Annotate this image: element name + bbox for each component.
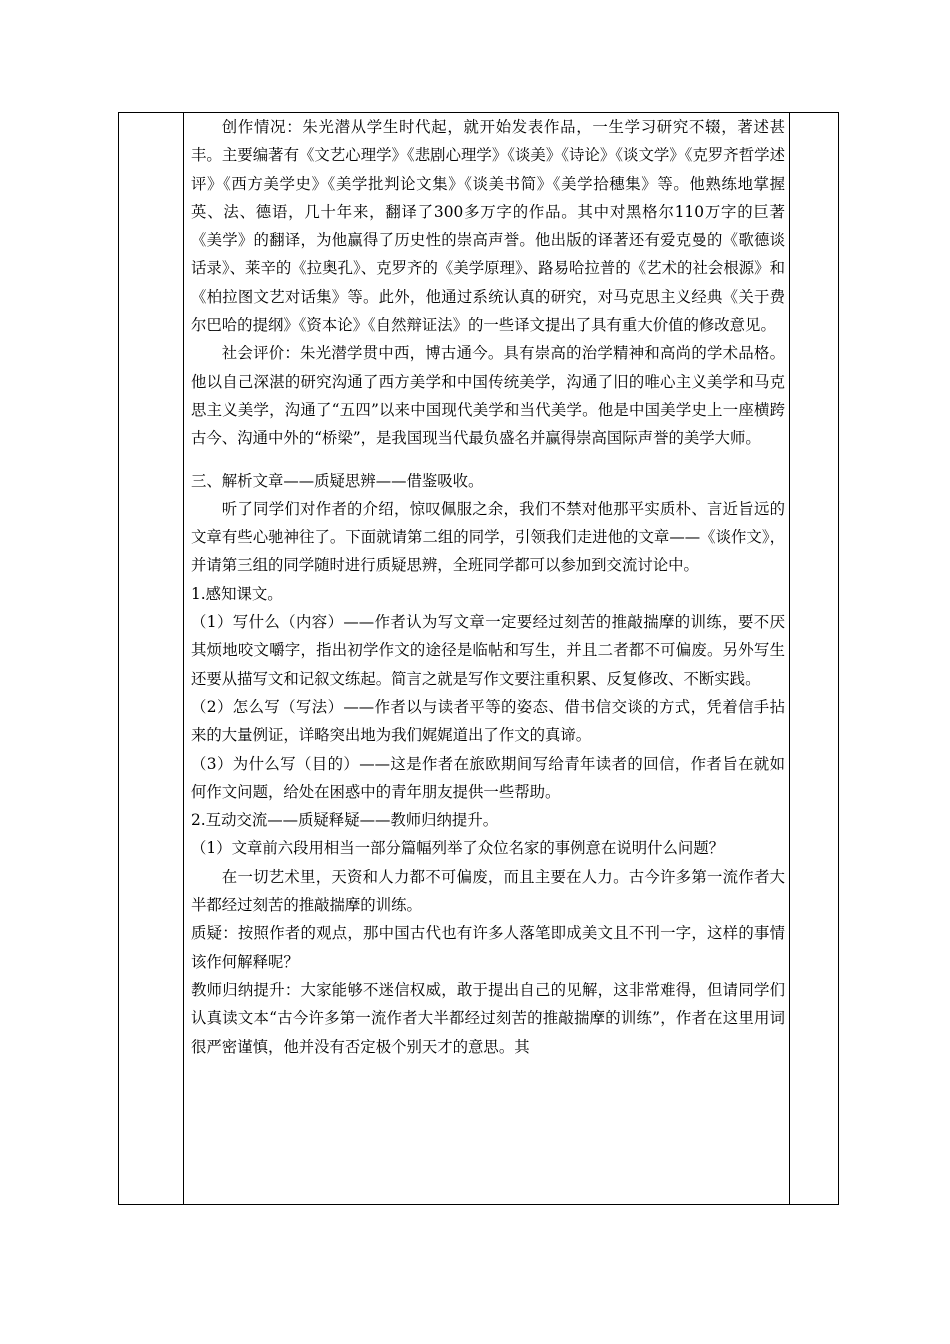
intro-paragraph: 听了同学们对作者的介绍，惊叹佩服之余，我们不禁对他那平实质朴、言近旨远的文章有些心驰神往了。下面就请第二组的同学，引领我们走进他的文章——《谈作文》，并请第三组的同学随时进行质疑思辨，全班同学都可以参加到交流讨论中。 bbox=[191, 499, 785, 575]
column-divider-left bbox=[183, 113, 184, 1204]
step-heading-2: 2.互动交流——质疑释疑——教师归纳提升。 bbox=[191, 811, 499, 830]
what-to-write-paragraph: （1）写什么（内容）——作者认为写文章一定要经过刻苦的推敲揣摩的训练，要不厌其烦地咬文嚼字，指出初学作文的途径是临帖和写生，并且二者都不可偏废。另外写生还要从描写文和记叙文练起。简言之就是写作文要注重积累、反复修改、不断实践。 bbox=[191, 613, 785, 688]
right-empty-cell bbox=[789, 113, 838, 1204]
lesson-table bbox=[118, 112, 839, 1205]
teacher-summary-paragraph: 教师归纳提升：大家能够不迷信权威，敢于提出自己的见解，这非常难得，但请同学们认真读文本“古今许多第一流作者大半都经过刻苦的推敲揣摩的训练”，作者在这里用词很严密谨慎，他并没有否定极个别天才的意思。其 bbox=[191, 980, 785, 1056]
why-write-paragraph: （3）为什么写（目的）——这是作者在旅欧期间写给青年读者的回信，作者旨在就如何作文问题，给处在困惑中的青年朋友提供一些帮助。 bbox=[191, 754, 785, 801]
evaluation-paragraph: 社会评价：朱光潜学贯中西，博古通今。具有崇高的治学精神和高尚的学术品格。他以自己深湛的研究沟通了西方美学和中国传统美学，沟通了旧的唯心主义美学和马克思主义美学，沟通了“五四”以来中国现代美学和当代美学。他是中国美学史上一座横跨古今、沟通中外的“桥梁”，是我国现当代最负盛名并赢得崇高国际声誉的美学大师。 bbox=[191, 344, 785, 448]
paragraph-gap bbox=[191, 453, 785, 467]
content-cell bbox=[191, 113, 785, 1206]
step-heading-1: 1.感知课文。 bbox=[191, 584, 283, 603]
left-empty-cell bbox=[119, 113, 183, 1204]
creation-paragraph: 创作情况：朱光潜从学生时代起，就开始发表作品，一生学习研究不辍，著述甚丰。主要编著有《文艺心理学》《悲剧心理学》《谈美》《诗论》《谈文学》《克罗齐哲学述评》《西方美学史》《美学批判论文集》《谈美书简》《美学拾穗集》等。他熟练地掌握英、法、德语，几十年来，翻译了300多万字的作品。其中对黑格尔110万字的巨著《美学》的翻译，为他赢得了历史性的崇高声誉。他出版的译著还有爱克曼的《歌德谈话录》、莱辛的《拉奥孔》、克罗齐的《美学原理》、路易哈拉普的《艺术的社会根源》和《柏拉图文艺对话集》等。此外，他通过系统认真的研究，对马克思主义经典《关于费尔巴哈的提纲》《资本论》《自然辩证法》的一些译文提出了具有重大价值的修改意见。 bbox=[191, 118, 785, 335]
question-paragraph: （1）文章前六段用相当一部分篇幅列举了众位名家的事例意在说明什么问题？ bbox=[191, 839, 725, 858]
doubt-paragraph: 质疑：按照作者的观点，那中国古代也有许多人落笔即成美文且不刊一字，这样的事情该作何解释呢？ bbox=[191, 924, 785, 971]
how-to-write-paragraph: （2）怎么写（写法）——作者以与读者平等的姿态、借书信交谈的方式，凭着信手拈来的大量例证，详略突出地为我们娓娓道出了作文的真谛。 bbox=[191, 697, 785, 745]
section-heading: 三、解析文章——质疑思辨——借鉴吸收。 bbox=[191, 471, 484, 490]
answer-paragraph: 在一切艺术里，天资和人力都不可偏废，而且主要在人力。古今许多第一流作者大半都经过刻苦的推敲揣摩的训练。 bbox=[191, 867, 785, 915]
